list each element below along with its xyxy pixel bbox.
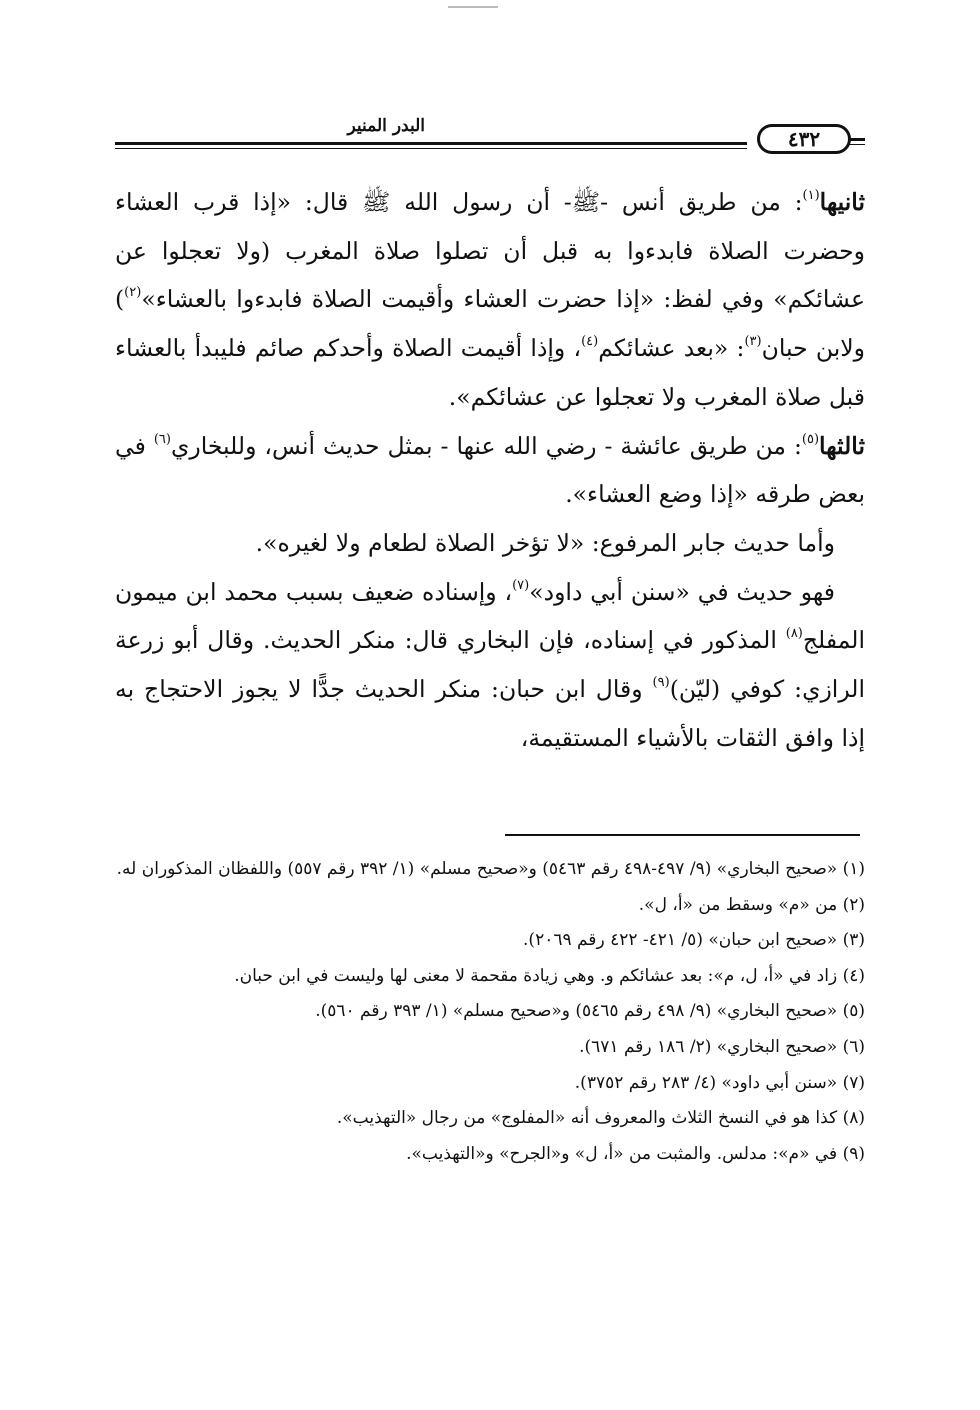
header-rule <box>115 142 747 145</box>
header-rule-tail <box>849 138 865 141</box>
paragraph-text: فهو حديث في «سنن أبي داود» <box>529 577 835 606</box>
page-number: ٤٣٢ <box>757 124 851 154</box>
paragraph-isnad-discussion <box>115 568 865 763</box>
paragraph-lead: ثانيها <box>819 188 865 216</box>
footnote-ref: (٧) <box>512 577 530 593</box>
footnote-ref: (١) <box>802 188 820 203</box>
footnote-item: (٩) في «م»: مدلس. والمثبت من «أ، ل» و«الجرح» و«التهذيب». <box>406 1143 865 1164</box>
footnote-item: (١) «صحيح البخاري» (٩/ ٤٩٧-٤٩٨ رقم ٥٤٦٣) و«صحيح مسلم» (١/ ٣٩٢ رقم ٥٥٧) واللفظان المذكوران له. <box>116 859 865 879</box>
header-rule-tail-thin <box>849 144 865 145</box>
footnote-item: (٦) «صحيح البخاري» (٢/ ١٨٦ رقم ٦٧١). <box>579 1036 865 1057</box>
paragraph-text: : من طريق أنس -ﷺ- أن رسول الله ﷺ قال: «إذا قرب العشاء وحضرت الصلاة فابدءوا به قبل أن تصلوا صلاة المغرب (ولا تعجلوا عن عشائكم» وفي لفظ: «إذا حضرت العشاء وأقيمت الصلاة فابدءوا بالعشاء» <box>115 188 865 314</box>
page-header <box>115 108 865 158</box>
scan-mark <box>448 6 498 8</box>
paragraph-text: : «بعد عشائكم <box>598 334 745 363</box>
footnote-item: (٨) كذا هو في النسخ الثلاث والمعروف أنه «المفلوج» من رجال «التهذيب». <box>336 1108 865 1129</box>
paragraph-text: المذكور في إسناده، فإن البخاري قال: منكر الحديث. وقال أبو زرعة الرازي: كوفي (ليّن) <box>115 626 865 704</box>
footnote-separator <box>505 834 860 836</box>
footnote-ref: (٤) <box>581 334 599 350</box>
paragraph-text: في بعض طرقه «إذا وضع العشاء». <box>115 431 865 509</box>
footnote-ref: (٩) <box>652 675 670 691</box>
header-rule-thin <box>115 148 747 149</box>
footnote-item: (٥) «صحيح البخاري» (٩/ ٤٩٨ رقم ٥٤٦٥) و«صحيح مسلم» (١/ ٣٩٣ رقم ٥٦٠). <box>315 1001 865 1022</box>
footnotes <box>115 852 865 1172</box>
footnote-ref: (٥) <box>801 431 820 447</box>
paragraph-text: : من طريق عائشة - رضي الله عنها - بمثل حديث أنس، وللبخاري <box>170 431 802 460</box>
paragraph-text: ) ولابن حبان <box>115 285 865 363</box>
footnote-item: (٧) «سنن أبي داود» (٤/ ٢٨٣ رقم ٣٧٥٢). <box>574 1072 865 1093</box>
paragraph-second-route <box>115 178 865 422</box>
paragraph-jabir-hadith: وأما حديث جابر المرفوع: «لا تؤخر الصلاة لطعام ولا لغيره». <box>255 528 835 557</box>
paragraph-third-route <box>115 422 865 519</box>
footnote-ref: (٦) <box>153 431 171 447</box>
paragraph-text: وقال ابن حبان: منكر الحديث جدًّا لا يجوز الاحتجاج به إذا وافق الثقات بالأشياء المستقيمة، <box>115 675 865 752</box>
footnote-ref: (٨) <box>785 626 803 642</box>
running-title: البدر المنير <box>347 116 425 136</box>
footnote-item: (٣) «صحيح ابن حبان» (٥/ ٤٢١- ٤٢٢ رقم ٢٠٦٩). <box>523 930 865 951</box>
paragraph-text: ، وإسناده ضعيف بسبب محمد ابن ميمون المفلج <box>115 577 865 655</box>
footnote-item: (٤) زاد في «أ، ل، م»: بعد عشائكم و. وهي زيادة مقحمة لا معنى لها وليست في ابن حبان. <box>234 965 865 986</box>
footnote-ref: (٣) <box>744 334 762 350</box>
footnote-item: (٢) من «م» وسقط من «أ، ل». <box>638 894 865 915</box>
main-text <box>115 178 865 762</box>
paragraph-lead: ثالثها <box>819 431 865 460</box>
footnote-ref: (٢) <box>124 285 142 301</box>
paragraph-text: ، وإذا أقيمت الصلاة وأحدكم صائم فليبدأ بالعشاء قبل صلاة المغرب ولا تعجلوا عن عشائكم». <box>115 334 865 411</box>
